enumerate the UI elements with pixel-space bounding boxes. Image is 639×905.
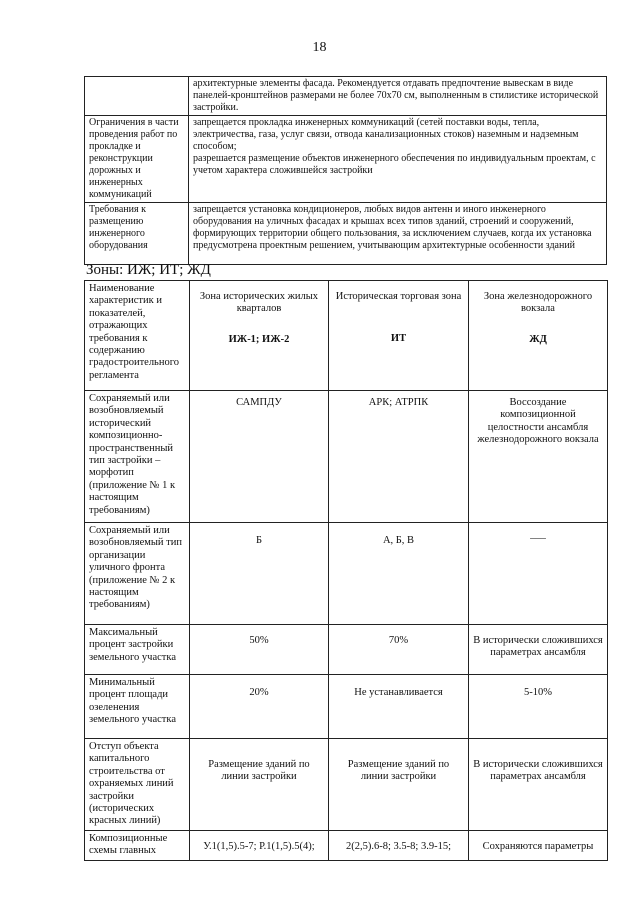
cell-value: 70% [329,625,469,675]
zones-table [84,280,608,861]
cell-value: Б [190,523,329,625]
column-name: Зона исторических жилых кварталов [199,291,319,315]
row-text: архитектурные элементы фасада. Рекомендуется отдавать предпочтение вывескам в виде панелей-кронштейнов размерами не более 70х70 см, выполненным в стилистике исторической застройки. [189,77,607,116]
row-label: Сохраняемый или возобновляемый тип организации уличного фронта (приложение № 2 к настоящим требованиям) [85,523,190,625]
column-name: Историческая торговая зона [335,291,462,302]
table-row [85,675,608,739]
zones-heading: Зоны: ИЖ; ИТ; ЖД [86,262,211,278]
cell-value: В исторически сложившихся параметрах ансамбля [469,625,608,675]
cell-value: 2(2,5).6-8; 3.5-8; 3.9-15; [329,830,469,860]
cell-value: САМПДУ [190,391,329,523]
row-label: Сохраняемый или возобновляемый исторический композиционно-пространственный тип застройки – морфотип (приложение № 1 к настоящим требованиям) [85,391,190,523]
cell-value: 50% [190,625,329,675]
header-label: Наименование характеристик и показателей, отражающих требования к содержанию градостроительного регламента [85,281,190,391]
cell-value: ___ [469,523,608,625]
top-requirements-table [84,76,607,265]
row-text: запрещается прокладка инженерных коммуникаций (сетей поставки воды, тепла, электричества, газа, услуг связи, отвода канализационных стоков) наземным и надземным способом; разрешается размещение объектов инженерного обеспечения по индивидуальным проектам, с учетом характера сложившейся застройки [189,116,607,203]
cell-value: 20% [190,675,329,739]
row-label: Композиционные схемы главных [85,830,190,860]
table-row [85,391,608,523]
cell-value: В исторически сложившихся параметрах ансамбля [469,739,608,831]
header-column-zhd [469,281,608,391]
row-label [85,77,189,116]
column-name: Зона железнодорожного вокзала [483,291,593,315]
column-code: ИЖ-1; ИЖ-2 [228,333,290,345]
page-number: 18 [312,40,327,55]
cell-value: У.1(1,5).5-7; Р.1(1,5).5(4); [190,830,329,860]
cell-value: Воссоздание композиционной целостности ансамбля железнодорожного вокзала [469,391,608,523]
table-row [85,830,608,860]
cell-value: Размещение зданий по линии застройки [190,739,329,831]
row-text: запрещается установка кондиционеров, любых видов антенн и иного инженерного оборудования на уличных фасадах и крышах всех типов зданий, строений и сооружений, формирующих территории общего пользования, за исключением случаев, когда их установка предусмотрена проектным решением, учитывающим архитектурные особенности зданий [189,203,607,265]
table-row [85,116,607,203]
cell-value: Сохраняются параметры [469,830,608,860]
row-label: Требования к размещению инженерного оборудования [85,203,189,265]
row-label: Минимальный процент площади озеленения земельного участка [85,675,190,739]
row-label: Ограничения в части проведения работ по прокладке и реконструкции дорожных и инженерных коммуникаций [85,116,189,203]
header-column-it [329,281,469,391]
column-code: ИТ [390,333,407,345]
row-label: Максимальный процент застройки земельного участка [85,625,190,675]
table-row [85,625,608,675]
cell-value: АРК; АТРПК [329,391,469,523]
row-label: Отступ объекта капитального строительства от охраняемых линий застройки (исторических красных линий) [85,739,190,831]
table-header-row [85,281,608,391]
cell-value: А, Б, В [329,523,469,625]
table-row [85,523,608,625]
cell-value: 5-10% [469,675,608,739]
cell-value: Не устанавливается [329,675,469,739]
cell-value: Размещение зданий по линии застройки [329,739,469,831]
column-code: ЖД [529,333,547,345]
table-row [85,203,607,265]
header-column-izh [190,281,329,391]
table-row [85,739,608,831]
table-row [85,77,607,116]
